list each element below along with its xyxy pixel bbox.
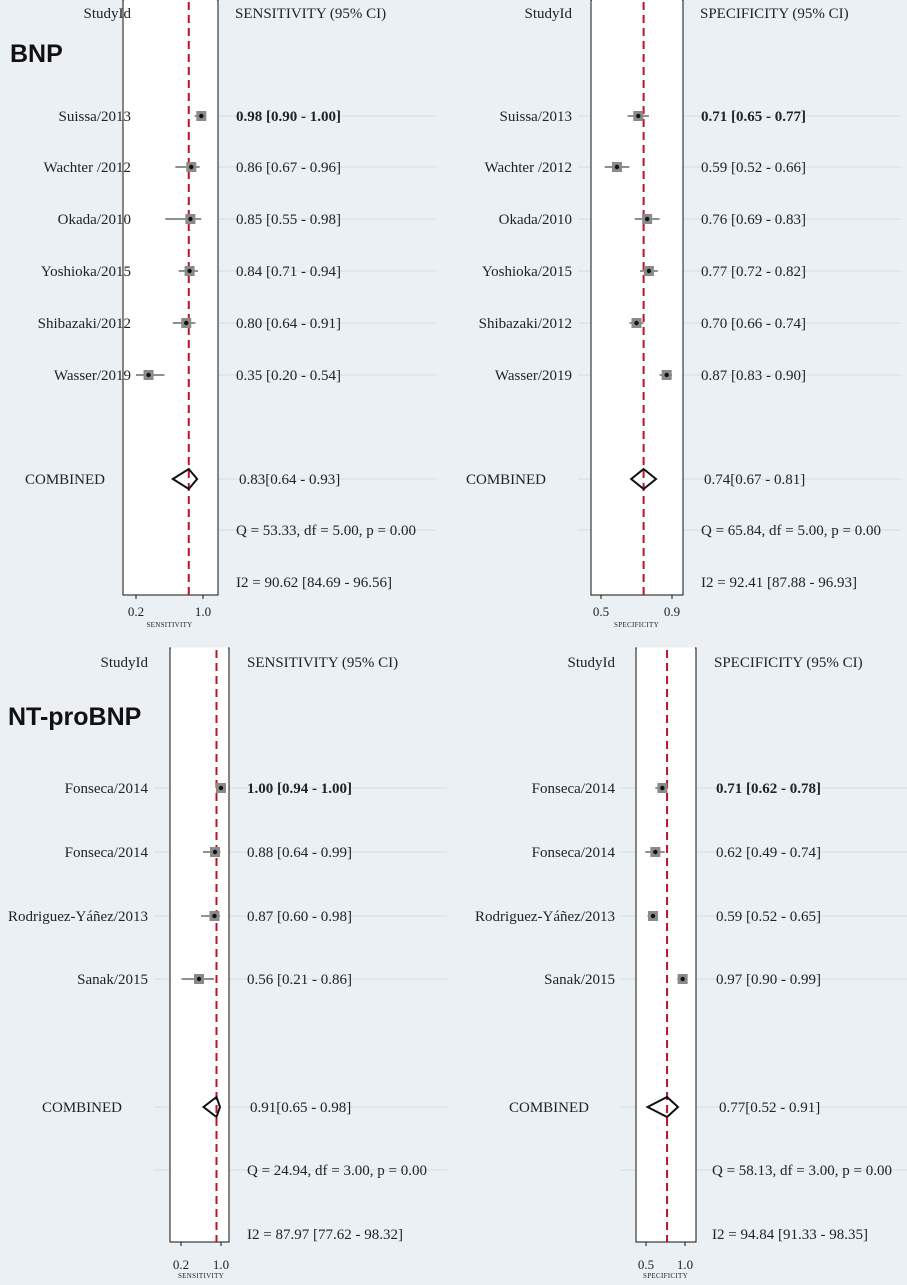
i2-statistic: I2 = 92.41 [87.88 - 96.93] [701, 575, 857, 591]
study-name: Suissa/2013 [499, 109, 572, 125]
combined-label: COMBINED [41, 1100, 122, 1116]
plot-area [170, 648, 229, 1242]
point-estimate [219, 786, 223, 790]
forest-panel-ntprobnp-sensitivity [8, 648, 447, 1280]
study-name: Wachter /2012 [43, 160, 131, 176]
i2-statistic: I2 = 94.84 [91.33 - 98.35] [712, 1227, 868, 1243]
measure-header: SENSITIVITY (95% CI) [247, 655, 399, 671]
point-estimate [636, 114, 640, 118]
x-tick-label: 0.5 [637, 1257, 655, 1272]
study-id-header: StudyId [524, 6, 572, 22]
study-name: Yoshioka/2015 [40, 264, 131, 280]
combined-label: COMBINED [465, 472, 546, 488]
study-name: Sanak/2015 [77, 972, 148, 988]
x-axis [593, 595, 680, 629]
section-label: NT-proBNP [8, 703, 142, 731]
x-axis-label: SPECIFICITY [614, 621, 659, 629]
x-axis-label: SPECIFICITY [643, 1272, 688, 1280]
study-ci-text: 0.76 [0.69 - 0.83] [701, 212, 806, 228]
combined-ci-text: 0.83[0.64 - 0.93] [239, 472, 341, 488]
study-name: Sanak/2015 [544, 972, 615, 988]
study-name: Okada/2010 [57, 212, 131, 228]
section-bnp [10, 0, 901, 629]
point-estimate [184, 321, 188, 325]
x-tick-label: 1.0 [676, 1257, 694, 1272]
point-estimate [199, 114, 203, 118]
study-name: Wasser/2019 [494, 368, 572, 384]
x-tick-label: 1.0 [194, 604, 212, 619]
q-statistic: Q = 53.33, df = 5.00, p = 0.00 [236, 523, 416, 539]
plot-area [636, 648, 696, 1242]
point-estimate [615, 165, 619, 169]
study-name: Rodriguez-Yáñez/2013 [475, 909, 615, 925]
study-ci-text: 0.80 [0.64 - 0.91] [236, 316, 341, 332]
point-estimate [189, 165, 193, 169]
study-ci-text: 0.77 [0.72 - 0.82] [701, 264, 806, 280]
study-name: Okada/2010 [498, 212, 572, 228]
i2-statistic: I2 = 90.62 [84.69 - 96.56] [236, 575, 392, 591]
plot-area [591, 0, 683, 595]
combined-ci-text: 0.77[0.52 - 0.91] [719, 1100, 821, 1116]
x-axis [128, 595, 211, 629]
plot-area [123, 0, 218, 595]
study-ci-text: 0.87 [0.60 - 0.98] [247, 909, 352, 925]
point-estimate [188, 217, 192, 221]
x-axis-label: SENSITIVITY [146, 621, 193, 629]
study-name: Fonseca/2014 [531, 845, 615, 861]
point-estimate [146, 373, 150, 377]
q-statistic: Q = 24.94, df = 3.00, p = 0.00 [247, 1163, 427, 1179]
combined-label: COMBINED [24, 472, 105, 488]
point-estimate [651, 914, 655, 918]
i2-statistic: I2 = 87.97 [77.62 - 98.32] [247, 1227, 403, 1243]
point-estimate [197, 977, 201, 981]
study-name: Wasser/2019 [53, 368, 131, 384]
forest-panel-ntprobnp-specificity [475, 648, 907, 1280]
combined-label: COMBINED [508, 1100, 589, 1116]
x-tick-label: 0.5 [592, 604, 610, 619]
study-ci-text: 0.62 [0.49 - 0.74] [716, 845, 821, 861]
study-name: Shibazaki/2012 [37, 316, 131, 332]
study-id-header: StudyId [567, 655, 615, 671]
study-ci-text: 0.84 [0.71 - 0.94] [236, 264, 341, 280]
measure-header: SENSITIVITY (95% CI) [235, 6, 387, 22]
measure-header: SPECIFICITY (95% CI) [714, 655, 863, 671]
study-ci-text: 0.97 [0.90 - 0.99] [716, 972, 821, 988]
study-ci-text: 0.86 [0.67 - 0.96] [236, 160, 341, 176]
x-tick-label: 0.2 [172, 1257, 190, 1272]
point-estimate [634, 321, 638, 325]
study-name: Shibazaki/2012 [478, 316, 572, 332]
study-name: Fonseca/2014 [531, 781, 615, 797]
study-ci-text: 0.70 [0.66 - 0.74] [701, 316, 806, 332]
point-estimate [680, 977, 684, 981]
point-estimate [645, 217, 649, 221]
forest-panel-bnp-sensitivity [25, 0, 436, 629]
point-estimate [647, 269, 651, 273]
study-name: Suissa/2013 [58, 109, 131, 125]
x-axis [173, 1242, 229, 1280]
study-id-header: StudyId [100, 655, 148, 671]
study-ci-text: 0.35 [0.20 - 0.54] [236, 368, 341, 384]
point-estimate [653, 850, 657, 854]
study-ci-text: 0.85 [0.55 - 0.98] [236, 212, 341, 228]
point-estimate [187, 269, 191, 273]
study-ci-text: 0.87 [0.83 - 0.90] [701, 368, 806, 384]
section-ntprobnp [8, 648, 907, 1280]
study-name: Wachter /2012 [484, 160, 572, 176]
point-estimate [664, 373, 668, 377]
q-statistic: Q = 65.84, df = 5.00, p = 0.00 [701, 523, 881, 539]
point-estimate [213, 850, 217, 854]
section-label: BNP [10, 40, 63, 68]
study-ci-text: 0.88 [0.64 - 0.99] [247, 845, 352, 861]
x-tick-label: 1.0 [212, 1257, 230, 1272]
x-axis [638, 1242, 693, 1280]
combined-ci-text: 0.91[0.65 - 0.98] [250, 1100, 352, 1116]
combined-ci-text: 0.74[0.67 - 0.81] [704, 472, 806, 488]
x-tick-label: 0.2 [127, 604, 145, 619]
study-name: Fonseca/2014 [64, 781, 148, 797]
study-id-header: StudyId [83, 6, 131, 22]
x-tick-label: 0.9 [663, 604, 681, 619]
study-ci-text: 0.59 [0.52 - 0.66] [701, 160, 806, 176]
study-ci-text: 0.71 [0.65 - 0.77] [701, 109, 806, 125]
study-ci-text: 0.71 [0.62 - 0.78] [716, 781, 821, 797]
study-ci-text: 0.98 [0.90 - 1.00] [236, 109, 341, 125]
measure-header: SPECIFICITY (95% CI) [700, 6, 849, 22]
q-statistic: Q = 58.13, df = 3.00, p = 0.00 [712, 1163, 892, 1179]
study-ci-text: 0.59 [0.52 - 0.65] [716, 909, 821, 925]
study-ci-text: 1.00 [0.94 - 1.00] [247, 781, 352, 797]
study-name: Rodriguez-Yáñez/2013 [8, 909, 148, 925]
point-estimate [212, 914, 216, 918]
study-ci-text: 0.56 [0.21 - 0.86] [247, 972, 352, 988]
study-name: Yoshioka/2015 [481, 264, 572, 280]
study-name: Fonseca/2014 [64, 845, 148, 861]
x-axis-label: SENSITIVITY [177, 1272, 225, 1280]
forest-panel-bnp-specificity [466, 0, 901, 629]
point-estimate [660, 786, 664, 790]
